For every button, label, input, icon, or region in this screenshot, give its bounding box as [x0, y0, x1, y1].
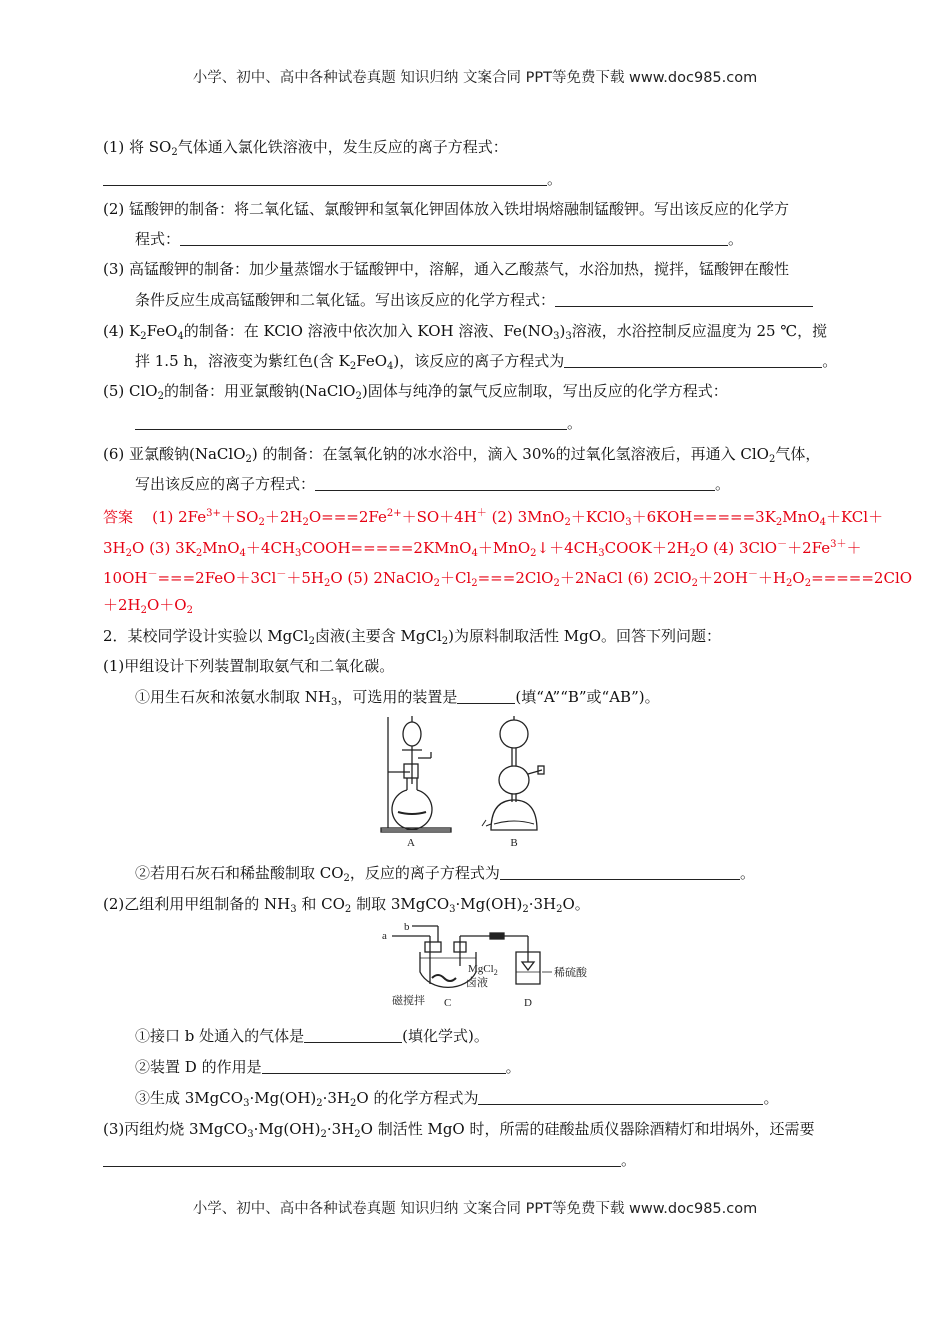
q2-part2-item2: ②装置 D 的作用是 。: [135, 1058, 521, 1076]
fig2-stir-label: 磁搅拌: [392, 994, 425, 1007]
fig2-label-c: C: [444, 997, 452, 1009]
q1-part5-answer-line: 。: [135, 413, 900, 433]
q1-part1: (1) 将 $SO_2$气体通入氯化铁溶液中，发生反应的离子方程式：: [103, 138, 508, 158]
apparatus-figure-cd: [380, 922, 600, 1022]
q1-part2: (2) 锰酸钾的制备：将二氧化锰、氯酸钾和氢氧化钾固体放入铁坩埚熔融制锰酸钾。写出该反应的化学方: [103, 200, 790, 218]
q1-part3: (3) 高锰酸钾的制备：加少量蒸馏水于锰酸钾中，溶解，通入乙酸蒸气，水浴加热，搅拌，锰酸钾在酸性: [103, 260, 790, 278]
q2-part1: (1)甲组设计下列装置制取氨气和二氧化碳。: [103, 657, 395, 675]
q2-part3-answer-line: 。: [103, 1150, 868, 1170]
q1-part1-answer-line: 。: [103, 169, 868, 189]
q2-part3: (3)丙组灼烧 $3MgCO_3\cdot Mg(OH)_2\cdot 3H_2O$ 制活性 MgO 时，所需的硅酸盐质仪器除酒精灯和坩埚外，还需要: [103, 1120, 815, 1140]
answer-line-1: 答案 (1) $2Fe^{3+}+SO_2+2H_2O===2Fe^{2+}+SO+4H^+$ (2) $3MnO_2+KClO_3+6KOH=====3K_2MnO_4+KCl+$: [103, 508, 884, 528]
answer-line-2: $3H_2O$ (3) $3K_2MnO_4+4CH_3COOH=====2KMnO_4+MnO_2↓+4CH_3COOK+2H_2O$ (4) $3ClO^-+2Fe^{3+}+$: [103, 539, 862, 559]
q1-part3-cont: 条件反应生成高锰酸钾和二氧化锰。写出该反应的化学方程式：: [135, 290, 900, 310]
apparatus-figure-ab: [376, 712, 576, 857]
q1-part6: (6) 亚氯酸钠(NaClO$_2$) 的制备：在氢氧化钠的冰水浴中，滴入 30%的过氧化氢溶液后，再通入 ClO$_2$气体，: [103, 445, 821, 465]
fig2-luye-label: 卤液: [466, 976, 488, 989]
answer-line-3: $10OH^-===2FeO+3Cl^-+5H_2O$ (5) $2NaClO_2+Cl_2===2ClO_2+2NaCl$ (6) $2ClO_2+2OH^-+H_2O_2=====2ClO$: [103, 569, 913, 589]
q2-part2-item3: ③生成 $3MgCO_3\cdot Mg(OH)_2\cdot 3H_2O$ 的化学方程式为 。: [135, 1089, 779, 1109]
fig2-label-a: a: [382, 930, 387, 942]
q2-part2-item1: ①接口 b 处通入的气体是 (填化学式)。: [135, 1027, 489, 1045]
apparatus-b-label: B: [510, 837, 518, 849]
page-footer: 小学、初中、高中各种试卷真题 知识归纳 文案合同 PPT等免费下载 www.doc985.com: [192, 1201, 758, 1217]
fig2-label-b: b: [404, 922, 410, 933]
answer-label: 答案: [103, 508, 134, 526]
answer-line-4: $+2H_2O+O_2$: [103, 596, 193, 616]
q2-part1-item1: ①用生石灰和浓氨水制取 $NH_3$，可选用的装置是 (填“A”“B”或“AB”)。: [135, 688, 660, 708]
q2-part1-item2: ②若用石灰石和稀盐酸制取 $CO_2$，反应的离子方程式为 。: [135, 864, 755, 884]
q2-part2: (2)乙组利用甲组制备的 $NH_3$ 和 $CO_2$ 制取 $3MgCO_3\cdot Mg(OH)_2\cdot 3H_2O$。: [103, 895, 590, 915]
q1-part4: (4) $K_2FeO_4$的制备：在 KClO 溶液中依次加入 KOH 溶液、$Fe(NO_3)_3$溶液，水浴控制反应温度为 25 ℃，搅: [103, 322, 828, 342]
q1-part6-cont: 写出该反应的离子方程式： 。: [135, 475, 731, 493]
fig2-label-d: D: [524, 997, 532, 1009]
q2-intro: 2．某校同学设计实验以 MgCl$_2$卤液(主要含 MgCl$_2$)为原料制取活性 MgO。回答下列问题：: [103, 627, 722, 647]
q1-part2-cont: 程式： 。: [135, 230, 744, 248]
fig2-acid-label: 稀硫酸: [554, 966, 587, 979]
q1-part5: (5) ClO$_2$的制备：用亚氯酸钠(NaClO$_2$)固体与纯净的氯气反应制取，写出反应的化学方程式：: [103, 382, 728, 402]
q1-part4-cont: 拌 1.5 h，溶液变为紫红色(含 $K_2FeO_4$)，该反应的离子方程式为 。: [135, 352, 838, 372]
fig2-mgcl2-label: MgCl$_2$: [468, 963, 498, 977]
page-header: 小学、初中、高中各种试卷真题 知识归纳 文案合同 PPT等免费下载 www.doc985.com: [192, 70, 758, 86]
apparatus-a-label: A: [407, 837, 415, 849]
